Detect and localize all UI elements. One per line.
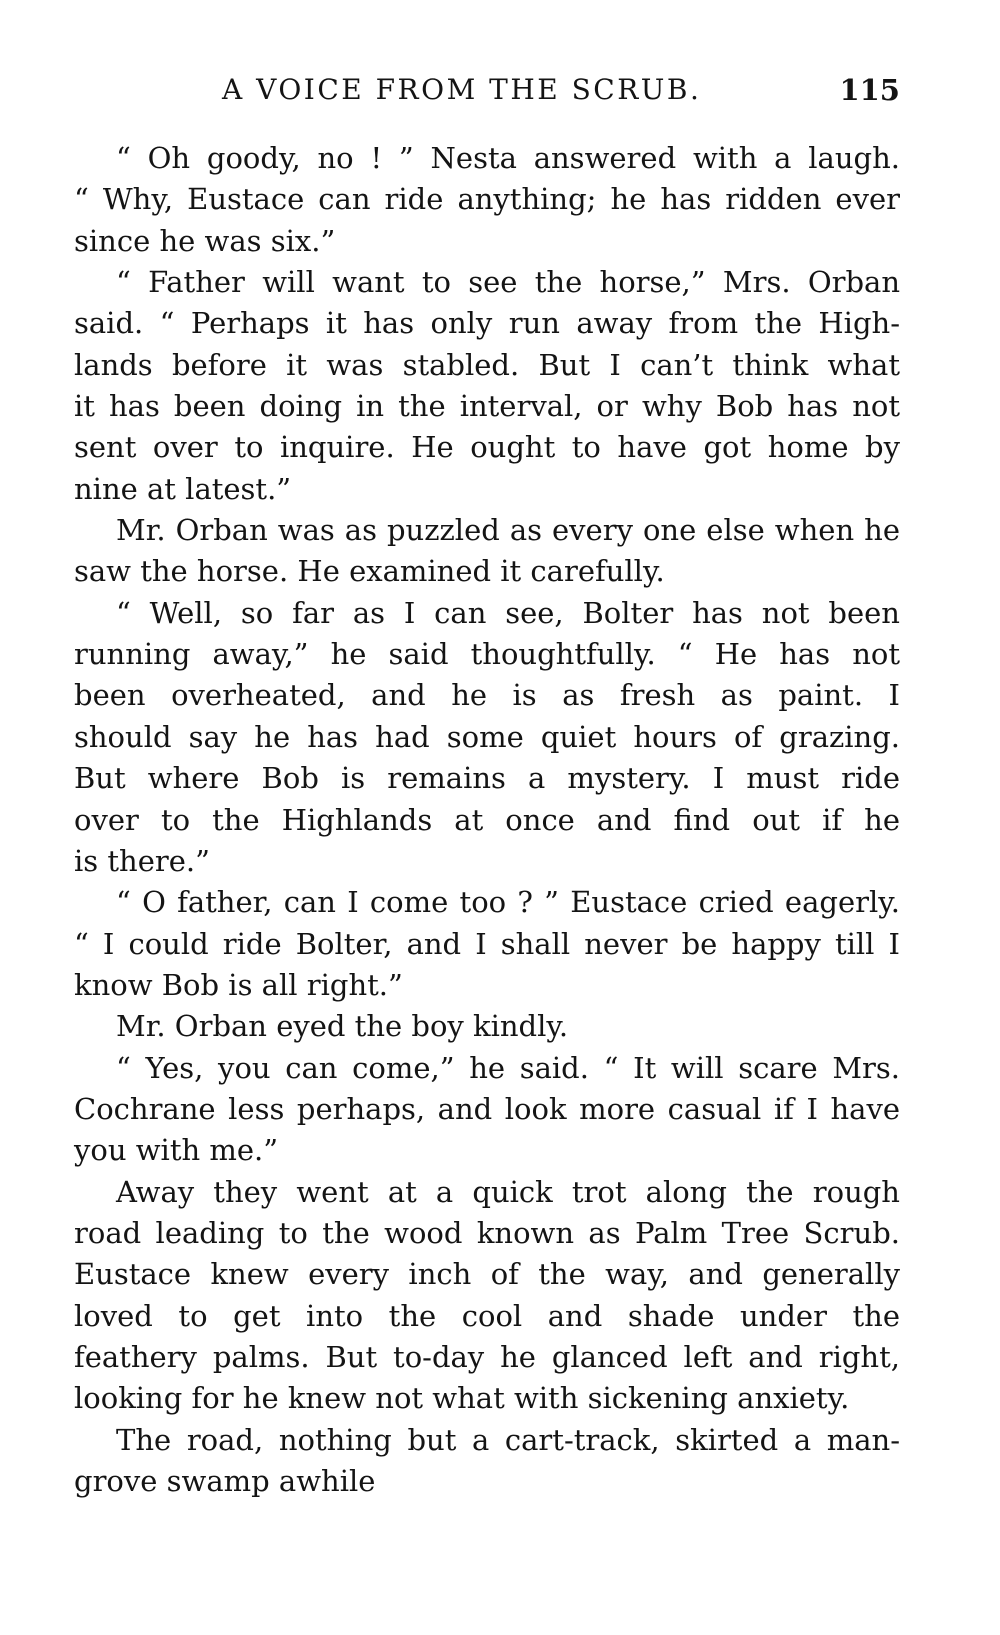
running-head (74, 72, 900, 116)
text-line: is there.” (74, 843, 210, 878)
paragraph (74, 1172, 900, 1420)
text-line: should say he has had some quiet hours of grazing. (74, 719, 900, 754)
text-line: “ Well, so far as I can see, Bolter has not been (116, 595, 900, 630)
paragraph (74, 510, 900, 593)
text-line: it has been doing in the interval, or why Bob has not (74, 389, 900, 424)
text-line: “ Father will want to see the horse,” Mrs. Orban (116, 265, 900, 300)
text-line: But where Bob is remains a mystery. I must ride (74, 761, 900, 796)
text-line: know Bob is all right.” (74, 967, 403, 1002)
text-line: since he was six.” (74, 223, 336, 258)
text-line: road leading to the wood known as Palm Tree Scrub. (74, 1215, 900, 1250)
paragraph (74, 1006, 900, 1047)
text-line: “ Oh goody, no ! ” Nesta answered with a laugh. (116, 141, 900, 175)
text-line: looking for he knew not what with sickening anxiety. (74, 1381, 850, 1416)
running-head-title: A VOICE FROM THE SCRUB. (222, 73, 702, 106)
text-line: The road, nothing but a cart-track, skirted a man- (116, 1422, 900, 1457)
paragraph (74, 1420, 900, 1503)
paragraph (74, 593, 900, 882)
text-line: “ O father, can I come too ? ” Eustace cried eagerly. (116, 885, 900, 920)
paragraph (74, 262, 900, 510)
text-line: “ Yes, you can come,” he said. “ It will scare Mrs. (116, 1050, 900, 1085)
text-line: Mr. Orban was as puzzled as every one else when he (116, 513, 900, 548)
text-line: sent over to inquire. He ought to have got home by (74, 430, 900, 465)
text-line: loved to get into the cool and shade under the (74, 1298, 900, 1333)
text-line: over to the Highlands at once and find out if he (74, 802, 900, 837)
text-line: said. “ Perhaps it has only run away from the High- (74, 306, 900, 341)
text-line: Away they went at a quick trot along the rough (116, 1174, 900, 1209)
paragraph (74, 138, 900, 262)
page-number: 115 (839, 73, 900, 107)
text-line: Mr. Orban eyed the boy kindly. (116, 1009, 569, 1044)
text-line: Eustace knew every inch of the way, and generally (74, 1257, 900, 1292)
text-line: you with me.” (74, 1133, 279, 1168)
text-line: nine at latest.” (74, 471, 292, 506)
text-line: saw the horse. He examined it carefully. (74, 554, 665, 589)
text-line: running away,” he said thoughtfully. “ He has not (74, 637, 900, 672)
paragraph (74, 882, 900, 1006)
body-text (74, 138, 900, 1502)
text-line: grove swamp awhile (74, 1464, 376, 1498)
text-line: “ Why, Eustace can ride anything; he has ridden ever (74, 182, 900, 217)
text-line: lands before it was stabled. But I can’t think what (74, 347, 900, 382)
text-line: feathery palms. But to-day he glanced left and right, (74, 1339, 900, 1374)
paragraph (74, 1048, 900, 1172)
text-line: “ I could ride Bolter, and I shall never be happy till I (74, 926, 900, 961)
text-line: been overheated, and he is as fresh as paint. I (74, 678, 900, 713)
text-line: Cochrane less perhaps, and look more casual if I have (74, 1091, 900, 1126)
